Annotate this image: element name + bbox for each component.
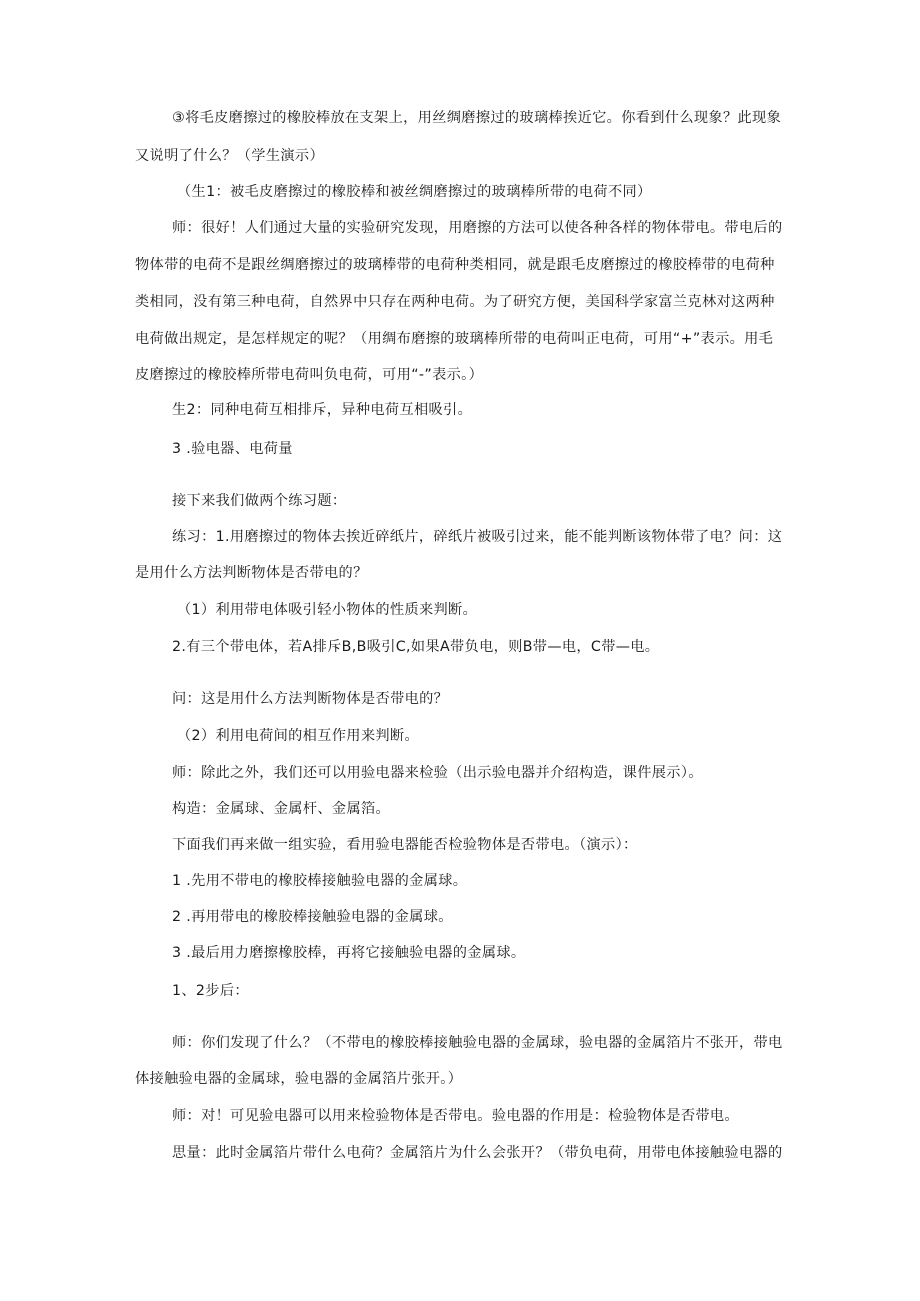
list-item: 1 .先用不带电的橡胶棒接触验电器的金属球。	[172, 873, 468, 889]
paragraph-line: 皮磨擦过的橡胶棒所带电荷叫负电荷，可用“-”表示。）	[135, 367, 484, 383]
paragraph-line: 师：除此之外，我们还可以用验电器来检验（出示验电器并介绍构造，课件展示）。	[172, 765, 703, 781]
paragraph-line: 师：你们发现了什么？（不带电的橡胶棒接触验电器的金属球，验电器的金属箔片不张开，带电	[172, 1035, 783, 1051]
paragraph-line: 练习：1.用磨擦过的物体去挨近碎纸片，碎纸片被吸引过来，能不能判断该物体带了电？问：这	[172, 529, 783, 545]
paragraph-line: 是用什么方法判断物体是否带电的？	[135, 565, 368, 581]
paragraph-line: （生1：被毛皮磨擦过的橡胶棒和被丝绸磨擦过的玻璃棒所带的电荷不同）	[177, 184, 652, 200]
paragraph-line: 师：对！可见验电器可以用来检验物体是否带电。验电器的作用是：检验物体是否带电。	[172, 1108, 739, 1124]
section-heading: 3 .验电器、电荷量	[172, 441, 293, 457]
paragraph-line: 物体带的电荷不是跟丝绸磨擦过的玻璃棒带的电荷种类相同，就是跟毛皮磨擦过的橡胶棒带的电荷种	[135, 257, 775, 273]
paragraph-line: 问：这是用什么方法判断物体是否带电的？	[172, 691, 449, 707]
paragraph-line: ③将毛皮磨擦过的橡胶棒放在支架上，用丝绸磨擦过的玻璃棒挨近它。你看到什么现象？此现象	[172, 110, 782, 126]
paragraph-line: 思量：此时金属箔片带什么电荷？金属箔片为什么会张开？（带负电荷，用带电体接触验电器的	[172, 1145, 783, 1161]
paragraph-line: 生2：同种电荷互相排斥，异种电荷互相吸引。	[172, 402, 473, 418]
paragraph-line: 电荷做出规定，是怎样规定的呢？（用绸布磨擦的玻璃棒所带的电荷叫正电荷，可用“+”表示。用毛	[135, 331, 774, 347]
paragraph-line: （1）利用带电体吸引轻小物体的性质来判断。	[177, 602, 478, 618]
paragraph-line: 体接触验电器的金属球，验电器的金属箔片张开。）	[135, 1071, 463, 1087]
list-item: 3 .最后用力磨擦橡胶棒，再将它接触验电器的金属球。	[172, 945, 526, 961]
paragraph-line: 接下来我们做两个练习题：	[172, 493, 347, 509]
paragraph-line: 下面我们再来做一组实验，看用验电器能否检验物体是否带电。（演示）：	[172, 837, 638, 853]
paragraph-line: 师：很好！人们通过大量的实验研究发现，用磨擦的方法可以使各种各样的物体带电。带电后的	[172, 220, 783, 236]
paragraph-line: 构造：金属球、金属杆、金属箔。	[172, 801, 391, 817]
paragraph-line: 又说明了什么？（学生演示）	[135, 148, 324, 164]
paragraph-line: 类相同，没有第三种电荷，自然界中只存在两种电荷。为了研究方便，美国科学家富兰克林对这两种	[135, 294, 775, 310]
paragraph-line: 2.有三个带电体，若A排斥B,B吸引C,如果A带负电，则B带—电，C带—电。	[172, 639, 660, 655]
paragraph-line: 1、2步后：	[172, 983, 249, 999]
paragraph-line: （2）利用电荷间的相互作用来判断。	[177, 728, 419, 744]
list-item: 2 .再用带电的橡胶棒接触验电器的金属球。	[172, 909, 453, 925]
